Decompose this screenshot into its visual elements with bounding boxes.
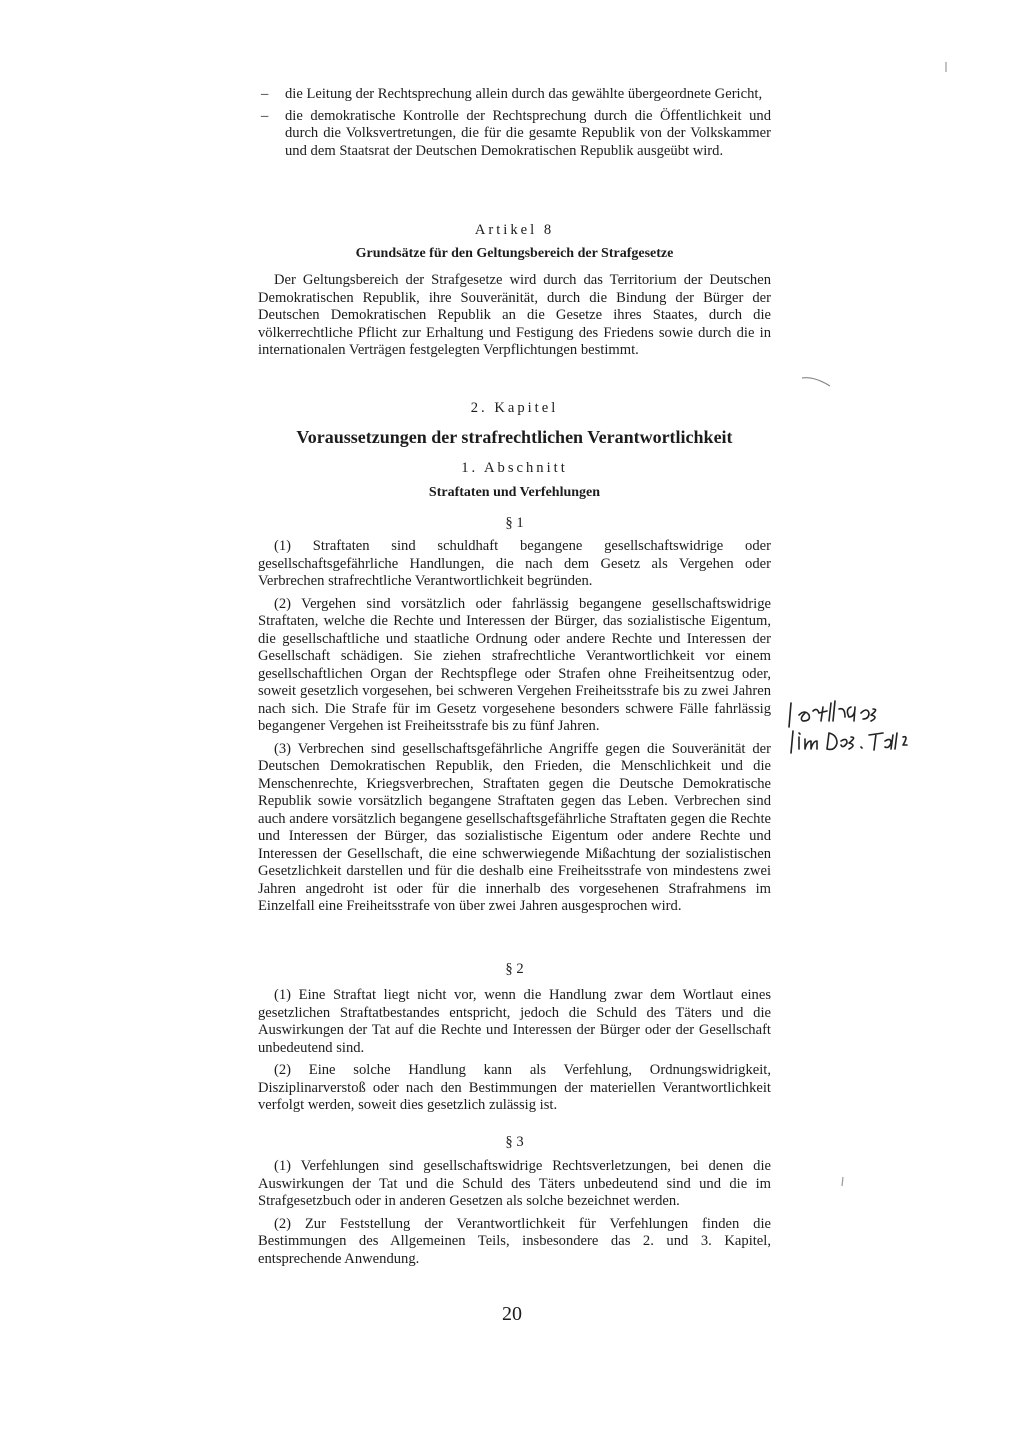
section-1-label: § 1 (505, 515, 524, 531)
handwritten-margin-note (785, 697, 965, 757)
section-2-body (258, 987, 771, 1120)
page-number: 20 (502, 1303, 522, 1325)
abschnitt-label: 1. Abschnitt (461, 460, 568, 476)
abschnitt-title: Straftaten und Verfehlungen (428, 485, 601, 500)
scan-mark (840, 1175, 846, 1189)
dash-item (258, 108, 771, 161)
artikel-paragraph: Der Geltungsbereich der Strafgesetze wird durch das Territorium der Deutschen Demokratischen Republik, ihre Souveränität, durch die Bindung der Bürger der Deutschen Demokratischen Republik an die Gesetze ihres Staates, durch die völkerrechtliche Pflicht zur Erhaltung und Festigung des Friedens sowie durch die in internationalen Verträgen festgelegten Verpflichtungen bestimmt. (258, 272, 771, 358)
kapitel-label: 2. Kapitel (470, 400, 559, 416)
dash-bullet: – (261, 107, 269, 124)
dash-item-text: die demokratische Kontrolle der Rechtsprechung durch die Öffentlichkeit und durch die Volksvertretungen, die für die gesamte Republik von der Volkskammer und dem Staatsrat der Deutschen Demokratischen Republik ausgeübt wird. (285, 107, 771, 159)
section-1-paragraph-3: (3) Verbrechen sind gesellschaftsgefährliche Angriffe gegen die Souveränität der Deutschen Demokratischen Republik, den Frieden, die Menschlichkeit und die Menschenrechte, Kriegsverbrechen, Straftaten gegen die Deutsche Demokratische Republik sowie vorsätzlich begangene Straftaten gegen das Leben. Verbrechen sind auch andere vorsätzlich begangene gesellschaftsgefährliche Straftaten gegen die Rechte und Interessen der Bürger, das sozialistische Eigentum oder andere Rechte und Interessen der Gesellschaft, die eine schwerwiegende Mißachtung der sozialistischen Gesetzlichkeit darstellen und für die deshalb eine Freiheitsstrafe von mindestens zwei Jahren angedroht ist oder für die innerhalb des vorgesehenen Strafrahmens im Einzelfall eine Freiheitsstrafe von über zwei Jahren ausgesprochen wird. (258, 740, 771, 914)
scan-mark (943, 60, 949, 76)
section-1-paragraph-1: (1) Straftaten sind schuldhaft begangene gesellschaftswidrige oder gesellschaftsgefährliche Handlungen, die nach dem Gesetz als Vergehen oder Verbrechen strafrechtliche Verantwortlichkeit begründen. (258, 538, 771, 589)
artikel-label: Artikel 8 (474, 222, 555, 238)
section-3-paragraph-2: (2) Zur Feststellung der Verantwortlichkeit für Verfehlungen finden die Bestimmungen des Allgemeinen Teils, insbesondere das 2. und 3. Kapitel, entsprechende Anwendung. (258, 1215, 771, 1267)
section-2-paragraph-2: (2) Eine solche Handlung kann als Verfehlung, Ordnungswidrigkeit, Disziplinarverstoß oder nach den Bestimmungen der materiellen Verantwortlichkeit verfolgt werden, soweit dies gesetzlich zulässig ist. (258, 1062, 771, 1113)
section-1-body (258, 538, 771, 921)
dash-list (258, 86, 771, 164)
section-2-paragraph-1: (1) Eine Straftat liegt nicht vor, wenn die Handlung zwar dem Wortlaut eines gesetzlichen Straftatbestandes entspricht, jedoch die Schuld des Täters und die Auswirkungen der Tat auf die Rechte und Interessen der Bürger oder der Gesellschaft unbedeutend sind. (258, 987, 771, 1056)
kapitel-title: Voraussetzungen der strafrechtlichen Verantwortlichkeit (296, 427, 733, 447)
scan-mark (800, 370, 840, 390)
section-3-paragraph-1: (1) Verfehlungen sind gesellschaftswidrige Rechtsverletzungen, bei denen die Auswirkungen der Tat und die Schuld des Täters unbedeutend sind und die im Strafgesetzbuch oder in anderen Gesetzen als solche bezeichnet werden. (258, 1158, 771, 1209)
section-3-label: § 3 (505, 1134, 524, 1150)
dash-item-text: die Leitung der Rechtsprechung allein durch das gewählte übergeordnete Gericht, (285, 86, 763, 102)
artikel-text (258, 272, 771, 360)
dash-bullet: – (261, 86, 269, 102)
section-1-paragraph-2: (2) Vergehen sind vorsätzlich oder fahrlässig begangene gesellschaftswidrige Straftaten, welche die Rechte und Interessen der Bürger, das sozialistische Eigentum, die gesellschaftliche und staatliche Ordnung oder andere Rechte und Interessen der Gesellschaft schädigen. Sie ziehen strafrechtliche Verantwortlichkeit vor einem gesellschaftlichen Organ der Rechtspflege oder Strafen ohne Freiheitsentzug oder, soweit gesetzlich vorgesehen, bei schweren Vergehen Freiheitsstrafe bis zu zwei Jahren nach sich. Die Strafe für im Gesetz vorgesehene besonders schwere Fälle fahrlässig begangener Vergehen ist Freiheitsstrafe bis zu fünf Jahren. (258, 595, 771, 734)
artikel-title: Grundsätze für den Geltungsbereich der Strafgesetze (355, 246, 674, 261)
dash-item (258, 86, 771, 104)
section-2-label: § 2 (505, 961, 524, 977)
section-3-body (258, 1158, 771, 1273)
